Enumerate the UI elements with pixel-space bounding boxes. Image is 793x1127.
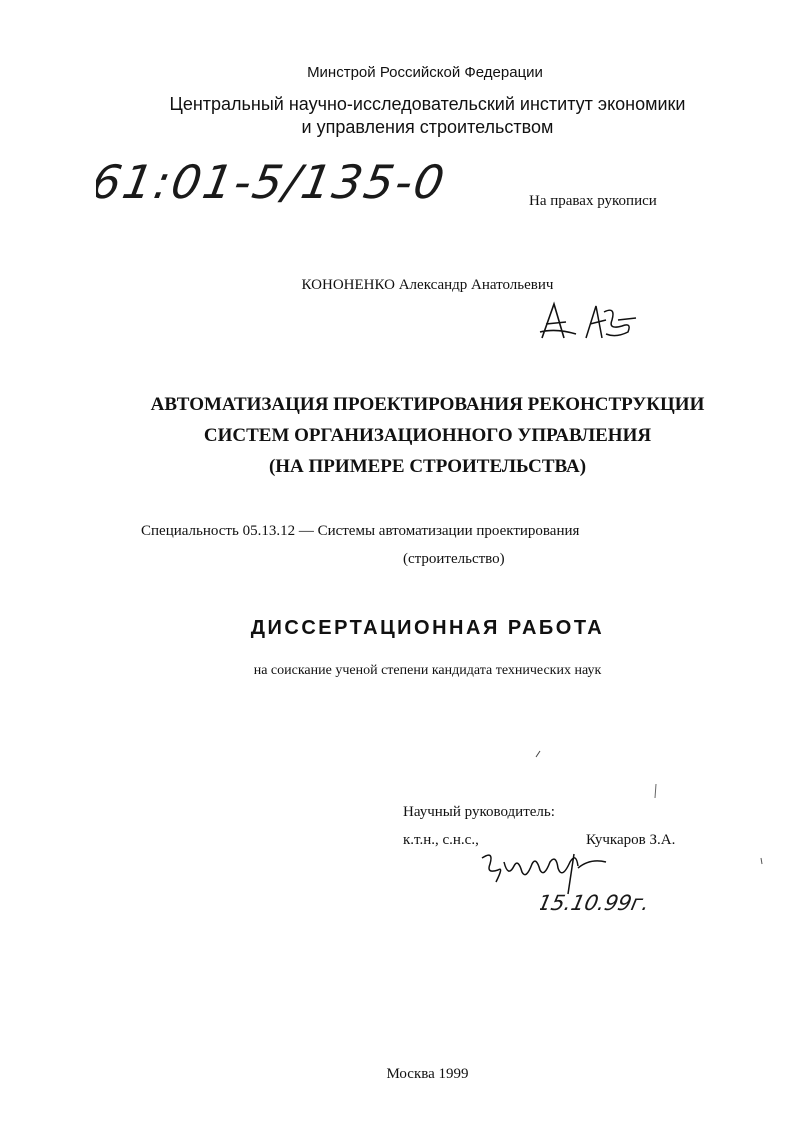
title-line-1: АВТОМАТИЗАЦИЯ ПРОЕКТИРОВАНИЯ РЕКОНСТРУКЦИИ <box>150 394 705 415</box>
handwritten-code-text: 61:01-5/135-0 <box>96 155 451 209</box>
institute-line-1: Центральный научно-исследовательский институт экономики <box>169 94 686 114</box>
city-year: Москва 1999 <box>386 1066 469 1082</box>
supervisor-label: Научный руководитель: <box>403 804 555 820</box>
title-line-3: (НА ПРИМЕРЕ СТРОИТЕЛЬСТВА) <box>268 456 587 477</box>
doc-type-heading: ДИССЕРТАЦИОННАЯ РАБОТА <box>250 617 605 639</box>
institute-line-2: и управления строительством <box>301 117 554 137</box>
rights-note: На правах рукописи <box>529 193 657 209</box>
supervisor-degree: к.т.н., с.н.с., <box>403 832 479 848</box>
specialty-line-1: Специальность 05.13.12 — Системы автоматизации проектирования <box>141 523 580 539</box>
handwritten-date-text: 15.10.99г. <box>540 891 652 916</box>
author-name: КОНОНЕНКО Александр Анатольевич <box>301 277 554 293</box>
specialty-line-2: (строительство) <box>403 551 505 567</box>
degree-line: на соискание ученой степени кандидата технических наук <box>253 663 602 678</box>
ministry-name: Минстрой Российской Федерации <box>307 64 543 81</box>
supervisor-name: Кучкаров З.А. <box>586 832 676 848</box>
title-line-2: СИСТЕМ ОРГАНИЗАЦИОННОГО УПРАВЛЕНИЯ <box>203 425 652 446</box>
